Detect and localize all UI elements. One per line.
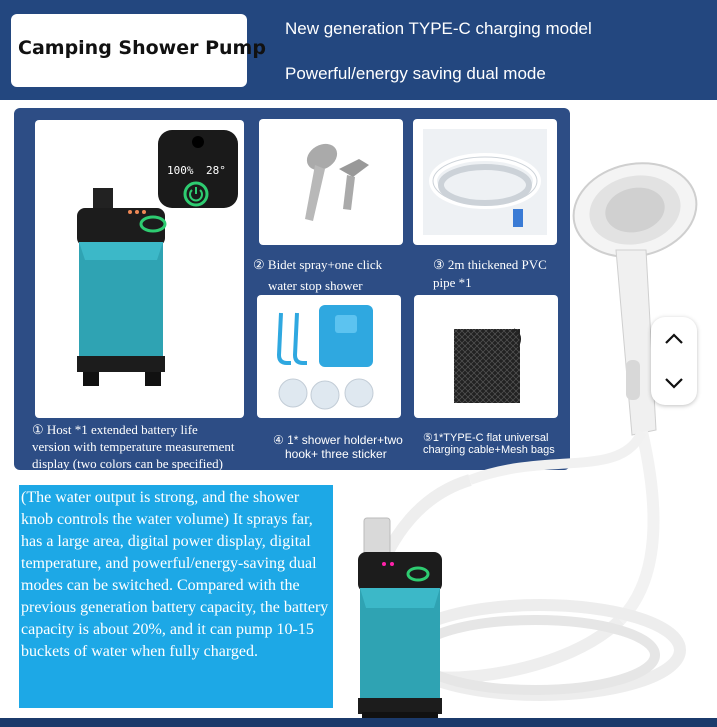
chevron-down-icon (664, 377, 684, 389)
description-text: (The water output is strong, and the shower knob controls the water volume) It sprays far, has a large area, digital power display, digital temperature, and powerful/energy-saving dual modes can be switched. Compared with the previous generation battery capacity, the battery capacity is about 20%, and it can pump 10-15 buckets of water when fully charged. (21, 489, 329, 660)
feature-line-1: New generation TYPE-C charging model (285, 19, 592, 38)
display-power: 100% (167, 164, 194, 177)
caption-line: display (two colors can be specified) (32, 456, 223, 471)
caption-line: ② Bidet spray+one click (253, 257, 383, 272)
caption-host (32, 421, 235, 472)
caption-line: ⑤1*TYPE-C flat universal (423, 432, 549, 444)
caption-line: ① Host *1 extended battery life (32, 422, 198, 437)
feature-line-2: Powerful/energy saving dual mode (285, 64, 546, 83)
scroll-down-button[interactable] (651, 363, 697, 403)
caption-line: water stop shower (268, 278, 363, 293)
power-icon (183, 181, 209, 207)
pump-small-image (350, 512, 450, 727)
caption-line: ④ 1* shower holder+two (273, 433, 403, 447)
carousel-nav (651, 317, 697, 405)
caption-line: hook+ three sticker (285, 447, 387, 461)
display-temp: 28° (206, 164, 226, 177)
caption-line: version with temperature measurement (32, 439, 235, 454)
bottom-strip (0, 718, 717, 727)
scroll-up-button[interactable] (651, 319, 697, 359)
caption-line: ③ 2m thickened PVC (433, 257, 547, 272)
caption-line: pipe *1 (433, 275, 472, 290)
caption-line: charging cable+Mesh bags (423, 444, 555, 456)
chevron-up-icon (664, 333, 684, 345)
page-title: Camping Shower Pump (18, 37, 266, 59)
